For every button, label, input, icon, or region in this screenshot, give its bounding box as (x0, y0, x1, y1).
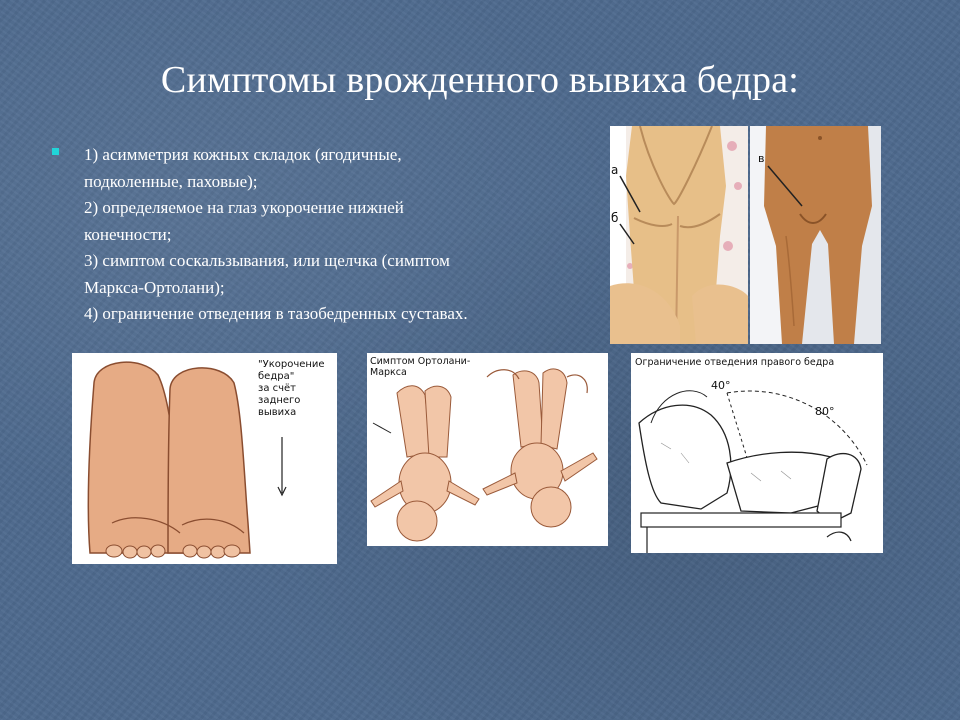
bullet-square-icon (52, 148, 59, 155)
bullet-line-7: 4) ограничение отведения в тазобедренных суставах. (84, 304, 468, 323)
photo-mark-v: в (758, 152, 765, 165)
bullet-line-4: конечности; (84, 224, 172, 244)
bullet-line-3: 2) определяемое на глаз укорочение нижней (84, 198, 404, 217)
drawing-abduction-limitation (631, 353, 883, 553)
abduction-caption: Ограничение отведения правого бедра (635, 357, 835, 368)
ortolani-caption-2: Маркса (370, 367, 407, 378)
drawing-ortolani-sign (367, 353, 608, 546)
bullet-line-6: Маркса-Ортолани); (84, 277, 225, 297)
photo-mark-a: а (611, 163, 619, 177)
shortening-caption-5: вывиха (258, 407, 297, 418)
shortening-caption-2: бедра" (258, 371, 295, 382)
shortening-caption-3: за счёт (258, 383, 297, 394)
angle-40-label: 40° (711, 379, 731, 392)
shortening-caption-1: "Укорочение (258, 359, 325, 370)
bullet-line-1: 1) асимметрия кожных складок (ягодичные, (84, 145, 402, 164)
bullet-text (84, 142, 604, 328)
bullet-line-2: подколенные, паховые); (84, 171, 258, 191)
photo-mark-b: б (611, 211, 619, 225)
ortolani-caption-1: Симптом Ортолани- (370, 356, 471, 367)
photo-front-view (750, 126, 881, 344)
photo-buttock-folds (610, 126, 748, 344)
drawing-thigh-shortening (72, 353, 337, 564)
angle-80-label: 80° (815, 405, 835, 418)
slide-title: Симптомы врожденного вывиха бедра: (160, 59, 800, 101)
shortening-caption-4: заднего (258, 395, 301, 406)
bullet-line-5: 3) симптом соскальзывания, или щелчка (симптом (84, 251, 450, 270)
